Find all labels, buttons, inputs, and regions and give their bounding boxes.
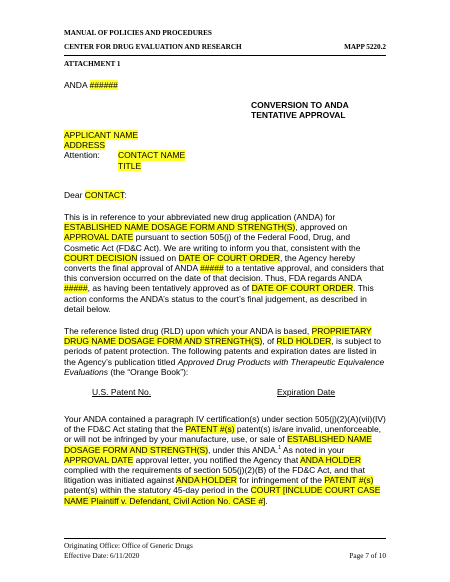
page-number: Page 7 of 10 — [349, 551, 386, 560]
p1-text: pursuant to section 505(j) of the Federal Food, Drug, and Cosmetic Act (FD&C Act). We are writing to inform you that, consistent with the — [64, 232, 361, 253]
applicant-name: APPLICANT NAME — [64, 130, 139, 140]
p3-text: complied with the requirements of section 505(j)(2)(B) of the FD&C Act, and that litigation was initiated against — [64, 465, 365, 486]
p3-patent-numbers: PATENT #(s) — [324, 475, 374, 486]
p2-text: The reference listed drug (RLD) upon which your ANDA is based, — [64, 326, 312, 336]
header-rule — [64, 55, 386, 56]
paragraph-rld — [64, 326, 386, 377]
p1-text: . This action conforms the ANDA’s status to the court’s final judgement, as described in detail below. — [64, 283, 374, 314]
anda-line — [64, 80, 386, 90]
p1-text: , the Agency hereby converts the final approval of ANDA — [64, 252, 356, 274]
p3-approval-date: APPROVAL DATE — [64, 454, 134, 465]
p3-text: approval letter, you notified the Agency that — [133, 454, 301, 465]
center-name: CENTER FOR DRUG EVALUATION AND RESEARCH — [64, 43, 242, 51]
anda-number: ###### — [89, 80, 118, 90]
letter-title-line-2: TENTATIVE APPROVAL — [251, 110, 346, 121]
p1-approval-date: APPROVAL DATE — [64, 232, 134, 243]
p3-text: patent(s) is/are invalid, unenforceable, or will not be infringed by your manufacture, use, or sale of — [64, 424, 382, 445]
p2-text: , is subject to periods of patent protection. The following patents and expiration dates are listed in the Agency’s publication titled — [64, 336, 381, 367]
p2-proprietary-name: PROPRIETARY DRUG NAME DOSAGE FORM AND STRENGTH(S) — [64, 326, 372, 347]
originating-office: Originating Office: Office of Generic Drugs — [64, 541, 193, 550]
p1-text: This is in reference to your abbreviated new drug application (ANDA) for — [64, 212, 336, 222]
paragraph-conversion — [64, 212, 386, 314]
expiration-date-header: Expiration Date — [277, 387, 336, 397]
p3-anda-holder: ANDA HOLDER — [176, 475, 237, 486]
p1-text: , as having been tentatively approved as of — [87, 283, 252, 294]
contact-name: CONTACT NAME — [118, 150, 186, 161]
p1-court-decision: COURT DECISION — [64, 252, 138, 263]
p3-text: As noted in your — [281, 444, 345, 455]
footnote-marker[interactable]: 1 — [277, 444, 282, 451]
paragraph-paragraph-iv — [64, 414, 386, 506]
p2-text: , of — [262, 336, 277, 347]
p3-text: . — [265, 495, 268, 506]
salutation-post: : — [124, 190, 127, 200]
effective-date: Effective Date: 6/11/2020 — [64, 551, 140, 560]
address-block — [64, 130, 386, 171]
p3-anda-holder: ANDA HOLDER — [300, 454, 362, 465]
salutation-contact: CONTACT — [84, 190, 125, 200]
anda-label: ANDA — [64, 80, 90, 90]
patent-number-header: U.S. Patent No. — [92, 387, 152, 397]
letter-title-line-1: CONVERSION TO ANDA — [251, 100, 349, 110]
p1-anda-number: ##### — [200, 263, 224, 274]
letter-title — [251, 100, 349, 120]
p1-date-of-court-order: DATE OF COURT ORDER — [178, 252, 281, 263]
p2-text: (the “Orange Book”): — [107, 366, 189, 377]
salutation-pre: Dear — [64, 190, 85, 200]
attachment-label: ATTACHMENT 1 — [64, 60, 121, 68]
manual-title: MANUAL OF POLICIES AND PROCEDURES — [64, 29, 212, 37]
attention-label: Attention: — [64, 150, 100, 161]
p2-rld-holder: RLD HOLDER — [276, 336, 332, 347]
salutation — [64, 190, 386, 200]
p1-anda-number: ##### — [64, 283, 88, 294]
footer-rule — [64, 538, 386, 539]
p1-text: , approved on — [295, 222, 348, 233]
p3-patent-numbers: PATENT #(s) — [185, 424, 235, 435]
p1-date-of-court-order: DATE OF COURT ORDER — [251, 283, 354, 294]
p3-text: , under this ANDA. — [208, 444, 278, 455]
p3-text: patent(s) within the statutory 45-day period in the — [64, 485, 251, 496]
mapp-number: MAPP 5220.2 — [344, 43, 386, 51]
p1-established-name: ESTABLISHED NAME DOSAGE FORM AND STRENGTH(S) — [64, 222, 296, 233]
p3-text: Your ANDA contained a paragraph IV certification(s) under section 505(j)(2)(A)(vii)(IV) of the FD&C Act stating that the — [64, 414, 386, 435]
p1-text: to a tentative approval, and considers that this conversion occurred on the date of that decision. Thus, FDA regards ANDA — [64, 263, 384, 284]
p3-established-name: ESTABLISHED NAME DOSAGE FORM AND STRENGTH(S) — [64, 434, 372, 455]
contact-title: TITLE — [118, 160, 142, 171]
p3-text: for infringement of the — [236, 475, 325, 486]
p1-text: issued on — [137, 252, 179, 263]
applicant-address: ADDRESS — [64, 140, 106, 151]
p3-court-case: COURT [INCLUDE COURT CASE NAME Plaintiff v. Defendant, Civil Action No. CASE #] — [64, 485, 381, 506]
p2-orange-book-title: Approved Drug Products with Therapeutic Equivalence Evaluations — [64, 356, 385, 377]
